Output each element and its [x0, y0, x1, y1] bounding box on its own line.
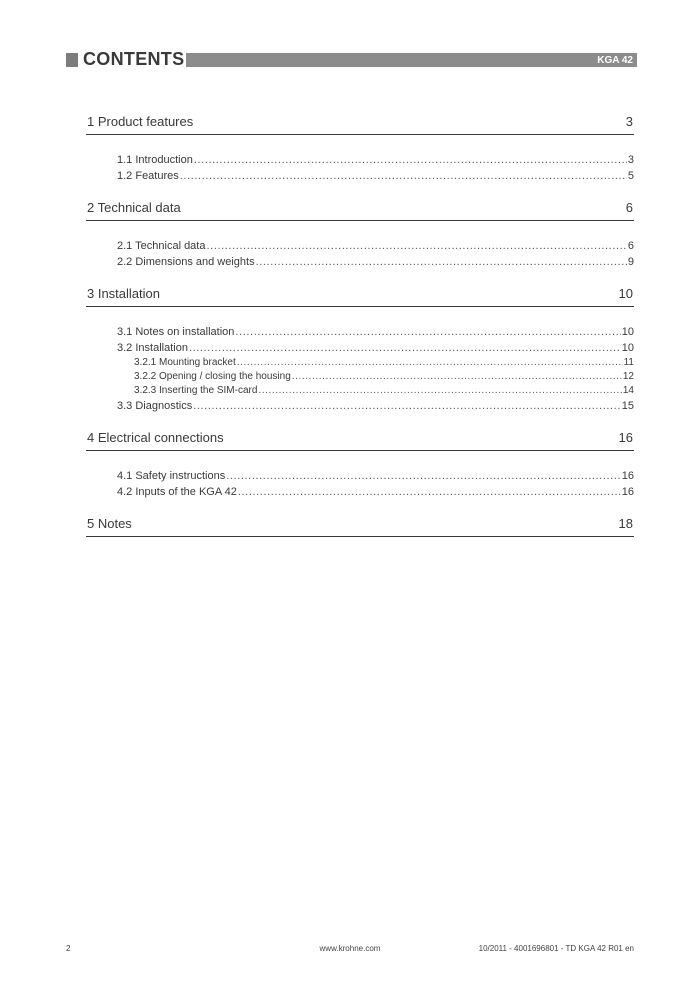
toc-entry-3-2-2[interactable] [134, 370, 634, 383]
entry-page: 6 [627, 240, 634, 252]
toc-chapter-2[interactable] [86, 200, 634, 221]
page-header [66, 49, 637, 69]
entry-title: 3.2.1 Mounting bracket [134, 357, 236, 368]
chapter-title: 3 Installation [87, 286, 160, 301]
chapter-title: 1 Product features [87, 114, 194, 129]
leader-dots [189, 341, 621, 355]
entry-title: 4.1 Safety instructions [117, 470, 226, 482]
entry-page: 16 [621, 486, 634, 498]
toc-chapter-4[interactable] [86, 430, 634, 451]
footer-page-number: 2 [66, 944, 71, 953]
entry-page: 10 [621, 326, 634, 338]
toc-entry-1-1[interactable] [117, 153, 634, 167]
toc-entry-3-1[interactable] [117, 325, 634, 339]
toc-entry-3-2[interactable] [117, 341, 634, 355]
entry-page: 10 [621, 342, 634, 354]
leader-dots [235, 325, 620, 339]
entry-page: 15 [621, 400, 634, 412]
leader-dots [180, 169, 627, 183]
leader-dots [256, 255, 627, 269]
header-bar [186, 53, 637, 67]
entry-title: 3.3 Diagnostics [117, 400, 193, 412]
chapter-page: 16 [618, 430, 633, 445]
toc-entry-3-2-1[interactable] [134, 356, 634, 369]
header-marker [66, 53, 78, 67]
toc-entry-4-1[interactable] [117, 469, 634, 483]
entry-page: 5 [627, 170, 634, 182]
entry-page: 3 [627, 154, 634, 166]
entry-title: 1.2 Features [117, 170, 179, 182]
entry-title: 2.2 Dimensions and weights [117, 256, 255, 268]
toc-chapter-1[interactable] [86, 114, 634, 135]
leader-dots [258, 384, 621, 397]
toc-chapter-5[interactable] [86, 516, 634, 537]
toc-entry-4-2[interactable] [117, 485, 634, 499]
chapter-page: 6 [625, 200, 633, 215]
chapter-page: 3 [625, 114, 633, 129]
entry-title: 3.2.2 Opening / closing the housing [134, 371, 291, 382]
toc-chapter-3[interactable] [86, 286, 634, 307]
toc-entry-3-2-3[interactable] [134, 384, 634, 397]
entry-title: 1.1 Introduction [117, 154, 193, 166]
entry-title: 3.2 Installation [117, 342, 188, 354]
chapter-title: 5 Notes [87, 516, 132, 531]
leader-dots [194, 153, 627, 167]
chapter-title: 2 Technical data [87, 200, 181, 215]
leader-dots [237, 356, 623, 369]
leader-dots [226, 469, 621, 483]
footer-document-reference: 10/2011 - 4001696801 - TD KGA 42 R01 en [478, 944, 634, 953]
entry-page: 14 [622, 385, 634, 396]
chapter-page: 18 [618, 516, 633, 531]
toc-entry-3-3[interactable] [117, 399, 634, 413]
toc-entry-2-2[interactable] [117, 255, 634, 269]
entry-title: 4.2 Inputs of the KGA 42 [117, 486, 237, 498]
entry-title: 2.1 Technical data [117, 240, 206, 252]
chapter-page: 10 [618, 286, 633, 301]
footer-website: www.krohne.com [319, 944, 381, 953]
chapter-title: 4 Electrical connections [87, 430, 224, 445]
entry-page: 12 [622, 371, 634, 382]
entry-title: 3.1 Notes on installation [117, 326, 235, 338]
leader-dots [292, 370, 622, 383]
toc-entry-2-1[interactable] [117, 239, 634, 253]
entry-page: 9 [627, 256, 634, 268]
page-title: CONTENTS [83, 49, 185, 69]
leader-dots [206, 239, 626, 253]
entry-title: 3.2.3 Inserting the SIM-card [134, 385, 258, 396]
toc-entry-1-2[interactable] [117, 169, 634, 183]
entry-page: 16 [621, 470, 634, 482]
entry-page: 11 [623, 357, 634, 368]
page-footer [66, 944, 634, 956]
document-code: KGA 42 [597, 55, 633, 66]
leader-dots [193, 399, 621, 413]
leader-dots [238, 485, 621, 499]
